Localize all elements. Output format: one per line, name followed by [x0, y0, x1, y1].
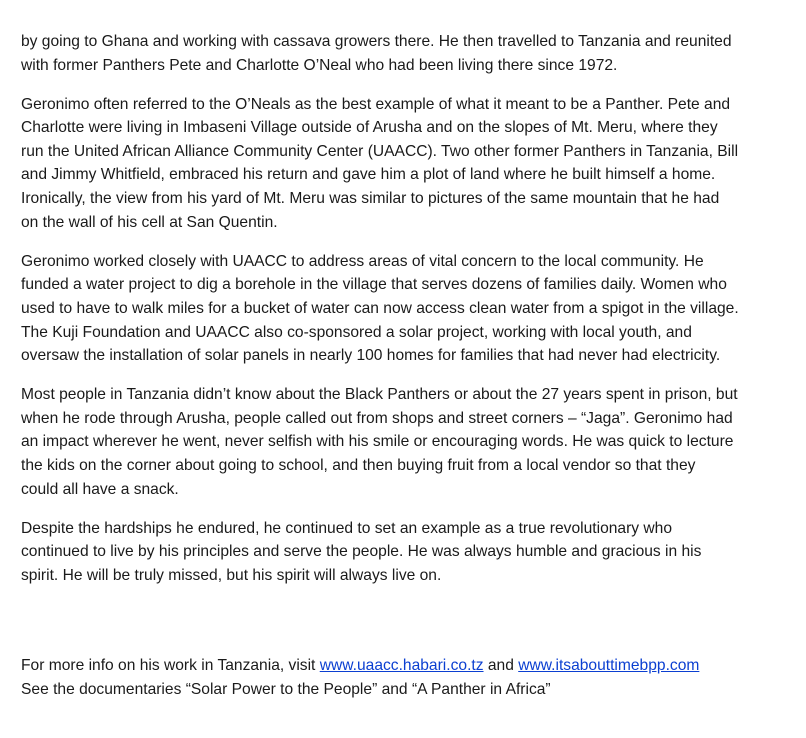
text-line: Ironically, the view from his yard of Mt. Meru was similar to pictures of the same mountain that he had [21, 190, 720, 208]
text-line: Geronimo often referred to the O’Neals as the best example of what it meant to be a Panther. Pete and [21, 95, 731, 113]
text-line: oversaw the installation of solar panels in nearly 100 homes for families that had never had electricity. [21, 347, 721, 365]
text-line: spirit. He will be truly missed, but his spirit will always live on. [21, 566, 442, 584]
text-line: by going to Ghana and working with cassava growers there. He then travelled to Tanzania and reunited [21, 33, 732, 50]
text-line: Charlotte were living in Imbaseni Village outside of Arusha and on the slopes of Mt. Meru, where they [21, 119, 718, 137]
paragraph-1 [21, 30, 796, 77]
paragraph-3 [21, 250, 796, 368]
documentaries-line: See the documentaries “Solar Power to the People” and “A Panther in Africa” [21, 680, 551, 698]
text-line: an impact wherever he went, never selfish with his smile or encouraging words. He was quick to lecture [21, 433, 734, 451]
text-line: Most people in Tanzania didn’t know about the Black Panthers or about the 27 years spent in prison, but [21, 386, 738, 404]
paragraph-5 [21, 517, 796, 588]
text-line: used to have to walk miles for a bucket of water can now access clean water from a spigot in the village. [21, 299, 739, 317]
blank-space [21, 603, 796, 654]
text-line: when he rode through Arusha, people called out from shops and street corners – “Jaga”. Geronimo had [21, 409, 733, 427]
uaacc-link[interactable]: www.uaacc.habari.co.tz [319, 656, 484, 674]
link-joiner-text: and [483, 656, 519, 674]
text-line: on the wall of his cell at San Quentin. [21, 213, 278, 231]
footer-info [21, 654, 796, 701]
text-line: The Kuji Foundation and UAACC also co-sponsored a solar project, working with local youth, and [21, 323, 692, 341]
text-line: run the United African Alliance Community Center (UAACC). Two other former Panthers in Tanzania, Bill [21, 142, 739, 160]
text-line: could all have a snack. [21, 480, 179, 498]
text-line: funded a water project to dig a borehole in the village that serves dozens of families daily. Women who [21, 276, 727, 294]
itsabouttime-link[interactable]: www.itsabouttimebpp.com [518, 656, 700, 674]
paragraph-2 [21, 93, 796, 235]
text-line: the kids on the corner about going to school, and then buying fruit from a local vendor so that they [21, 457, 696, 474]
paragraph-4 [21, 383, 796, 501]
text-line: continued to live by his principles and serve the people. He was always humble and gracious in his [21, 543, 702, 561]
text-line: Despite the hardships he endured, he continued to set an example as a true revolutionary who [21, 519, 673, 537]
text-line: with former Panthers Pete and Charlotte O’Neal who had been living there since 1972. [21, 56, 618, 74]
text-line: and Jimmy Whitfield, embraced his return and gave him a plot of land where he built himself a home. [21, 166, 716, 184]
more-info-text: For more info on his work in Tanzania, visit [21, 656, 320, 674]
text-line: Geronimo worked closely with UAACC to address areas of vital concern to the local community. He [21, 252, 704, 270]
document-page [21, 30, 796, 701]
more-info-line [21, 654, 796, 678]
